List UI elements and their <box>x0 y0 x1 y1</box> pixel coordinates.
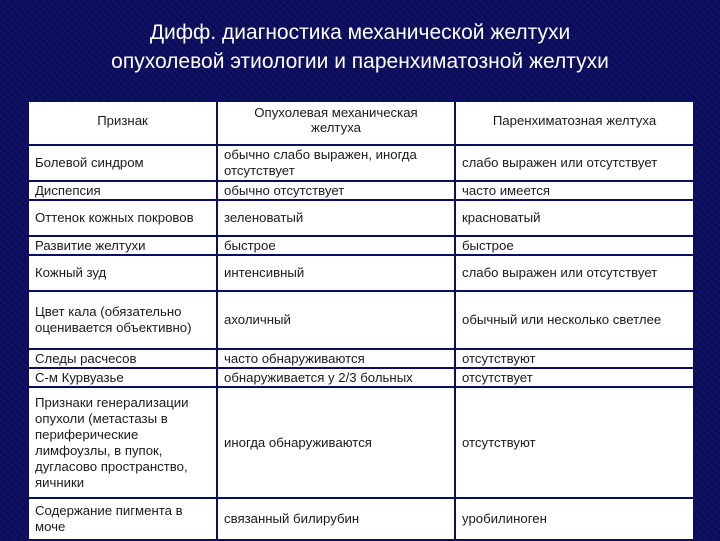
cell-tumor: обнаруживается у 2/3 больных <box>217 368 455 387</box>
cell-parenchymal: отсутствуют <box>455 349 694 368</box>
cell-sign: Признаки генерализации опухоли (метастазы в периферические лимфоузлы, в пупок, дугласово пространство, яичники <box>28 387 217 498</box>
cell-parenchymal: отсутствуют <box>455 387 694 498</box>
slide-title-line-2: опухолевой этиологии и паренхиматозной желтухи <box>111 50 609 73</box>
header-sign: Признак <box>28 101 217 145</box>
cell-parenchymal: быстрое <box>455 236 694 255</box>
slide-title <box>0 18 720 76</box>
header-tumor-jaundice: Опухолевая механическая желтуха <box>217 101 455 145</box>
cell-sign: Содержание пигмента в моче <box>28 498 217 540</box>
table-row <box>28 255 694 291</box>
cell-sign: Следы расчесов <box>28 349 217 368</box>
table-row <box>28 387 694 498</box>
cell-parenchymal: отсутствует <box>455 368 694 387</box>
cell-tumor: обычно слабо выражен, иногда отсутствует <box>217 145 455 181</box>
cell-tumor: обычно отсутствует <box>217 181 455 200</box>
cell-tumor: часто обнаруживаются <box>217 349 455 368</box>
table-row <box>28 349 694 368</box>
table-row <box>28 200 694 236</box>
table-row <box>28 145 694 181</box>
cell-tumor: ахоличный <box>217 291 455 349</box>
slide-title-line-1: Дифф. диагностика механической желтухи <box>149 21 571 44</box>
table-row <box>28 181 694 200</box>
cell-parenchymal: красноватый <box>455 200 694 236</box>
table-row <box>28 236 694 255</box>
cell-sign: Развитие желтухи <box>28 236 217 255</box>
cell-parenchymal: уробилиноген <box>455 498 694 540</box>
cell-sign: Оттенок кожных покровов <box>28 200 217 236</box>
cell-tumor: интенсивный <box>217 255 455 291</box>
diagnosis-table <box>27 100 695 541</box>
cell-tumor: зеленоватый <box>217 200 455 236</box>
cell-tumor: связанный билирубин <box>217 498 455 540</box>
cell-parenchymal: слабо выражен или отсутствует <box>455 255 694 291</box>
cell-parenchymal: часто имеется <box>455 181 694 200</box>
cell-parenchymal: обычный или несколько светлее <box>455 291 694 349</box>
table-row <box>28 498 694 540</box>
cell-sign: Болевой синдром <box>28 145 217 181</box>
cell-sign: Цвет кала (обязательно оценивается объективно) <box>28 291 217 349</box>
table-header-row <box>28 101 694 145</box>
cell-tumor: иногда обнаруживаются <box>217 387 455 498</box>
cell-sign: С-м Курвуазье <box>28 368 217 387</box>
cell-sign: Диспепсия <box>28 181 217 200</box>
cell-parenchymal: слабо выражен или отсутствует <box>455 145 694 181</box>
header-parenchymal-jaundice: Паренхиматозная желтуха <box>455 101 694 145</box>
cell-sign: Кожный зуд <box>28 255 217 291</box>
table-row <box>28 291 694 349</box>
table-row <box>28 368 694 387</box>
cell-tumor: быстрое <box>217 236 455 255</box>
